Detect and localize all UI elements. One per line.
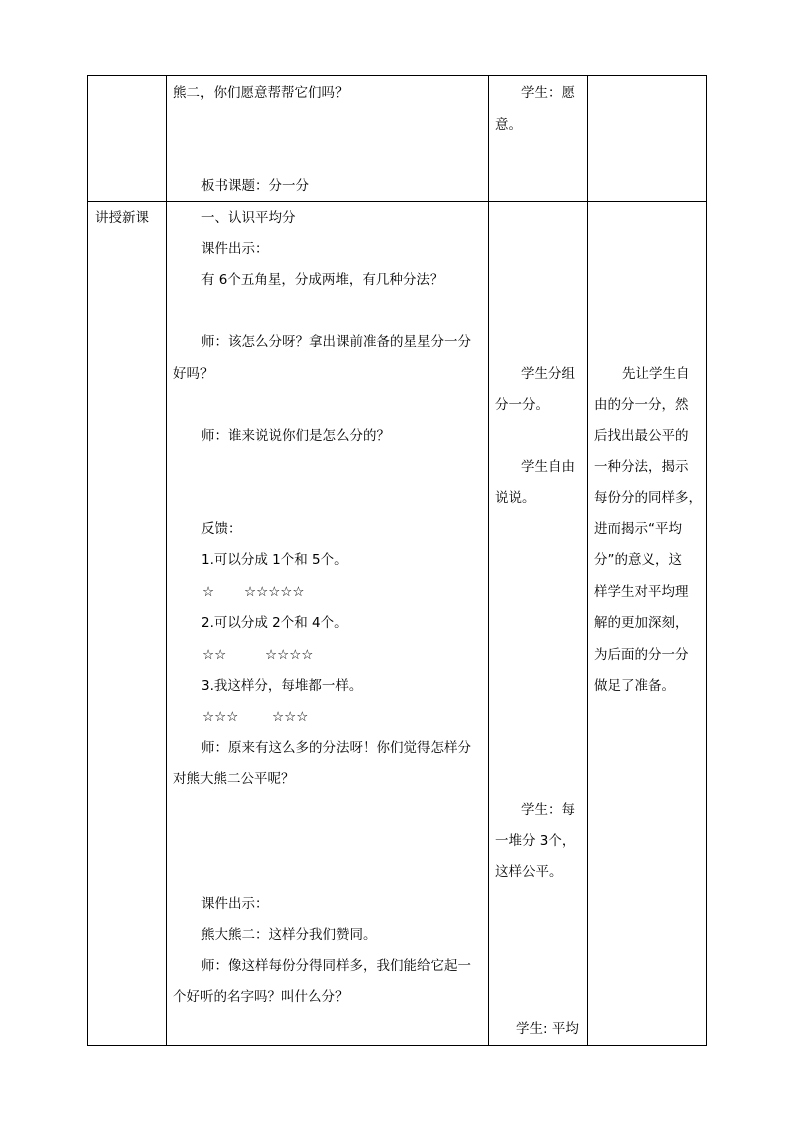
star-group: ☆☆☆☆☆	[244, 584, 305, 600]
intent-line: 为后面的分一分	[594, 647, 689, 663]
star-group: ☆☆	[202, 647, 227, 663]
row1-process-line: 板书课题：分一分	[201, 178, 309, 194]
intent-line: 一种分法，揭示	[594, 459, 689, 475]
student-line: 学生: 平均	[516, 1021, 579, 1037]
intent-line: 每份分的同样多，	[594, 490, 702, 506]
phase-label: 讲授新课	[95, 210, 149, 226]
process-line: 师：像这样每份分得同样多，我们能给它起一	[201, 958, 471, 974]
star-group: ☆	[202, 584, 215, 600]
process-line: 一、认识平均分	[201, 210, 296, 226]
intent-line: 进而揭示“平均	[594, 521, 682, 537]
student-line: 学生分组	[521, 366, 575, 382]
process-line: 个好听的名字吗？叫什么分？	[173, 989, 349, 1005]
star-group: ☆☆☆☆	[265, 647, 314, 663]
process-line: 熊大熊二：这样分我们赞同。	[201, 927, 377, 943]
process-line: 师：该怎么分呀？拿出课前准备的星星分一分	[201, 334, 471, 350]
star-group: ☆☆☆	[202, 709, 239, 725]
process-line: 师：原来有这么多的分法呀！你们觉得怎样分	[201, 740, 471, 756]
intent-line: 样学生对平均理	[594, 584, 689, 600]
student-line: 学生：每	[521, 802, 575, 818]
student-line: 分一分。	[495, 397, 549, 413]
intent-line: 由的分一分，然	[594, 397, 689, 413]
intent-line: 先让学生自	[622, 366, 690, 382]
process-line: 3.我这样分，每堆都一样。	[201, 678, 363, 694]
row1-student-line: 学生：愿	[521, 85, 575, 101]
student-line: 学生自由	[521, 459, 575, 475]
intent-line: 解的更加深刻，	[594, 615, 689, 631]
star-group: ☆☆☆	[272, 709, 309, 725]
process-line: 课件出示：	[201, 241, 269, 257]
student-line: 说说。	[495, 490, 536, 506]
intent-line: 分”的意义，这	[594, 552, 682, 568]
process-line: 师：谁来说说你们是怎么分的？	[201, 428, 390, 444]
intent-line: 做足了准备。	[594, 678, 675, 694]
row-divider	[87, 201, 707, 202]
row1-student-line: 意。	[495, 117, 522, 133]
process-line: 2.可以分成 2个和 4个。	[201, 615, 348, 631]
process-line: 反馈：	[201, 521, 242, 537]
process-line: 好吗？	[173, 366, 214, 382]
column-divider-2	[488, 75, 489, 1046]
row1-process-line: 熊二，你们愿意帮帮它们吗？	[173, 85, 349, 101]
column-divider-1	[166, 75, 167, 1046]
process-line: 1.可以分成 1个和 5个。	[201, 552, 348, 568]
student-line: 一堆分 3个，	[495, 833, 576, 849]
process-line: 课件出示：	[201, 896, 269, 912]
column-divider-3	[587, 75, 588, 1046]
process-line: 对熊大熊二公平呢？	[173, 771, 295, 787]
intent-line: 后找出最公平的	[594, 428, 689, 444]
student-line: 这样公平。	[495, 864, 563, 880]
process-line: 有 6个五角星，分成两堆，有几种分法？	[201, 272, 444, 288]
